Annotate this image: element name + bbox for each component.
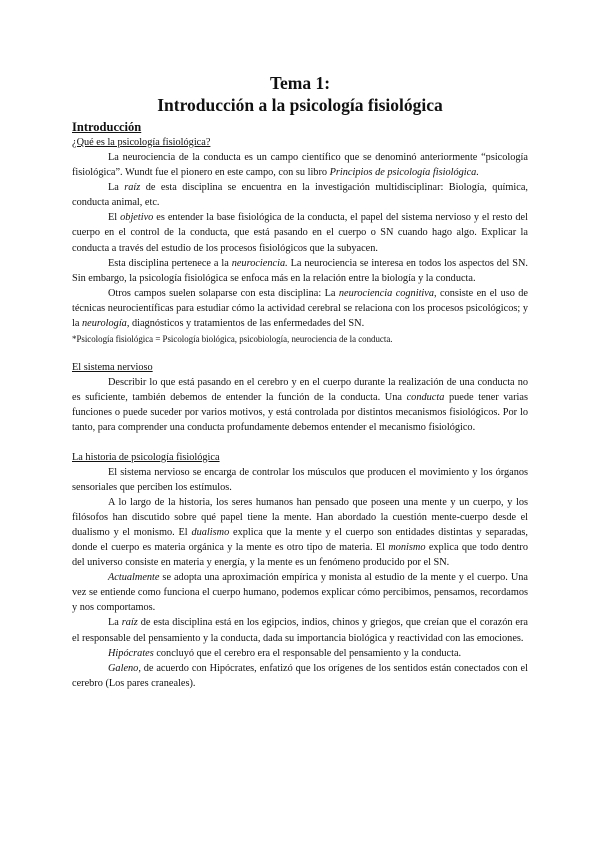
history-paragraph-6: Galeno, de acuerdo con Hipócrates, enfatizó que los orígenes de los sentidos están conectados con el cerebro (Los pares craneales). xyxy=(72,662,528,689)
history-paragraph-4: La raíz de esta disciplina está en los egipcios, indios, chinos y griegos, que creían que el corazón era el responsable del pensamiento y la conducta, dada su importancia biológica y reactividad con las emociones. xyxy=(72,617,528,644)
sn-heading: El sistema nervioso xyxy=(72,362,153,374)
sn-paragraph-1: Describir lo que está pasando en el cerebro y en el cuerpo durante la realización de una conducta no es suficiente, también debemos de entender la función de la conducta. Una conducta puede tener varias funciones o puede suceder por varios motivos, y está controlada por distintos mecanismos fisiológicos. Por lo tanto, para comprender una conducta profundamente debemos entender el mecanismo fisiológico. xyxy=(72,377,528,434)
intro-heading: Introducción xyxy=(72,120,142,134)
footnote-synonyms: *Psicología fisiológica = Psicología biológica, psicobiología, neurociencia de la conducta. xyxy=(72,334,393,345)
intro-paragraph-3: El objetivo es entender la base fisiológica de la conducta, el papel del sistema nervioso y el resto del cuerpo en el control de la conducta, que está pasando en el cuerpo o SN cuando hago algo. Explicar la conducta a través del estudio de los procesos fisiológicos que la subyacen. xyxy=(72,212,528,254)
book-title: Principios de psicología fisiológica. xyxy=(329,167,479,179)
history-paragraph-2: A lo largo de la historia, los seres humanos han pensado que poseen una mente y un cuerpo, y los filósofos han discutido sobre qué papel tiene la mente. Han abordado la cuestión mente-cuerpo desde el dualismo y el monismo. El dualismo explica que la mente y el cuerpo son entidades distintas y separadas, donde el cuerpo es materia orgánica y la mente es otro tipo de materia. El monismo explica que todo dentro del universo consiste en materia y energía, y la mente es un fenómeno producido por el SN. xyxy=(72,496,528,569)
intro-paragraph-4: Esta disciplina pertenece a la neurociencia. La neurociencia se interesa en todos los aspectos del SN. Sin embargo, la psicología fisiológica se enfoca más en la relación entre la biología y la conducta. xyxy=(72,257,528,284)
history-paragraph-3: Actualmente se adopta una aproximación empírica y monista al estudio de la mente y el cuerpo. Una vez se entiende como funciona el cuerpo humano, podemos explicar cómo percibimos, pensamos, recordamos y nos comportamos. xyxy=(72,572,528,614)
intro-paragraph-1: La neurociencia de la conducta es un campo científico que se denominó anteriormente “psicología fisiológica”. Wundt fue el pionero en este campo, con su libro Principios de psicología fisiológica. xyxy=(72,152,528,179)
intro-question: ¿Qué es la psicología fisiológica? xyxy=(72,137,211,148)
history-heading: La historia de psicología fisiológica xyxy=(72,451,220,463)
document-page xyxy=(72,72,528,691)
history-paragraph-1: El sistema nervioso se encarga de controlar los músculos que producen el movimiento y los órganos sensoriales que perciben los estímulos. xyxy=(72,466,528,493)
doc-title-line1: Tema 1: xyxy=(269,73,331,93)
intro-paragraph-2: La raíz de esta disciplina se encuentra en la investigación multidisciplinar: Biología, química, conducta animal, etc. xyxy=(72,182,528,209)
doc-title-line2: Introducción a la psicología fisiológica xyxy=(157,95,443,115)
history-paragraph-5: Hipócrates concluyó que el cerebro era el responsable del pensamiento y la conducta. xyxy=(108,647,462,659)
intro-paragraph-5: Otros campos suelen solaparse con esta disciplina: La neurociencia cognitiva, consiste en el uso de técnicas neurocientíficas para estudiar cómo la actividad cerebral se relaciona con los procesos psicológicos; y la neurología, diagnósticos y tratamientos de las enfermedades del SN. xyxy=(72,287,529,330)
